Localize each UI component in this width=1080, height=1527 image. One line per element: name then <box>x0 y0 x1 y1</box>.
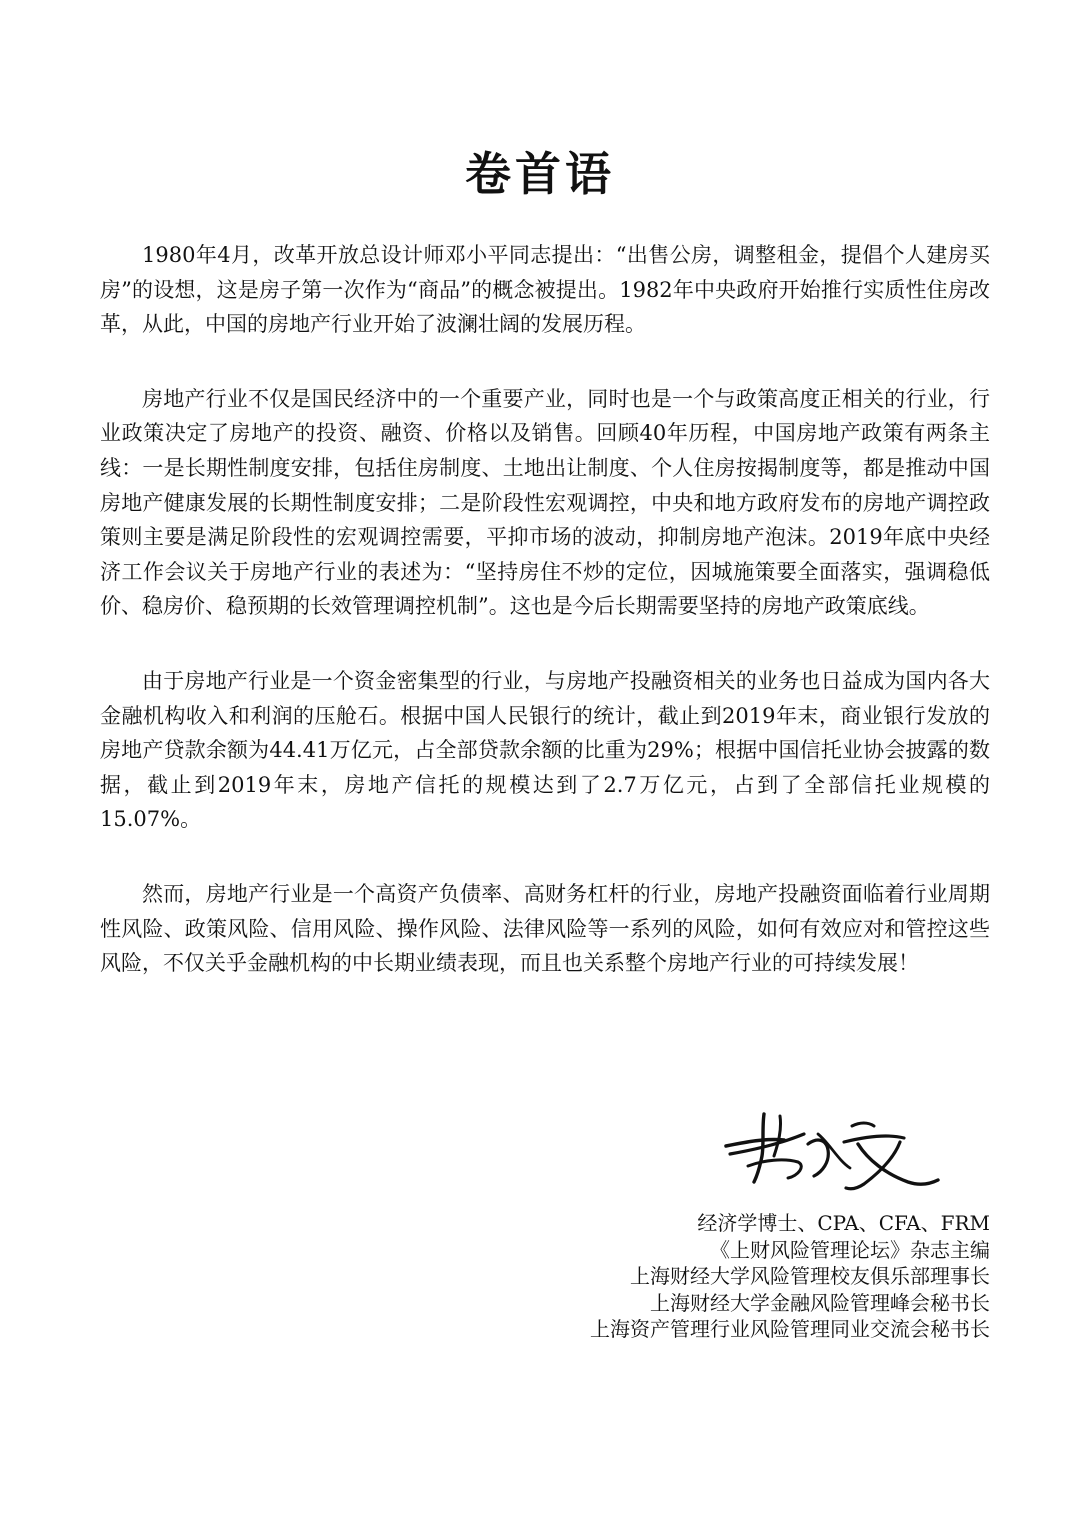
paragraph-2: 房地产行业不仅是国民经济中的一个重要产业，同时也是一个与政策高度正相关的行业，行业政策决定了房地产的投资、融资、价格以及销售。回顾40年历程，中国房地产政策有两条主线：一是长期性制度安排，包括住房制度、土地出让制度、个人住房按揭制度等，都是推动中国房地产健康发展的长期性制度安排；二是阶段性宏观调控，中央和地方政府发布的房地产调控政策则主要是满足阶段性的宏观调控需要，平抑市场的波动，抑制房地产泡沫。2019年底中央经济工作会议关于房地产行业的表述为：“坚持房住不炒的定位，因城施策要全面落实，强调稳低价、稳房价、稳预期的长效管理调控机制”。这也是今后长期需要坚持的房地产政策底线。 <box>100 386 990 619</box>
credit-line: 《上财风险管理论坛》杂志主编 <box>710 1237 990 1262</box>
signature-stroke <box>846 1142 900 1189</box>
paragraph-3: 由于房地产行业是一个资金密集型的行业，与房地产投融资相关的业务也日益成为国内各大金融机构收入和利润的压舱石。根据中国人民银行的统计，截止到2019年末，商业银行发放的房地产贷款余额为44.41万亿元，占全部贷款余额的比重为29%；根据中国信托业协会披露的数据，截止到2019年末，房地产信托的规模达到了2.7万亿元，占到了全部信托业规模的15.07%。 <box>100 668 990 832</box>
article-body <box>100 238 990 1021</box>
author-credits <box>490 1210 990 1343</box>
page-title: 卷首语 <box>465 147 615 201</box>
signature-stroke <box>852 1123 874 1126</box>
signature-stroke <box>774 1116 781 1156</box>
credit-line: 上海资产管理行业风险管理同业交流会秘书长 <box>590 1317 990 1341</box>
handwritten-signature <box>718 1104 943 1199</box>
credit-line: 经济学博士、CPA、CFA、FRM <box>697 1211 990 1235</box>
credit-line: 上海财经大学风险管理校友俱乐部理事长 <box>630 1264 990 1288</box>
signature-stroke <box>818 1134 850 1168</box>
signature-stroke <box>808 1140 828 1176</box>
paragraph-4: 然而，房地产行业是一个高资产负债率、高财务杠杆的行业，房地产投融资面临着行业周期性风险、政策风险、信用风险、操作风险、法律风险等一系列的风险，如何有效应对和管控这些风险，不仅关乎金融机构的中长期业绩表现，而且也关系整个房地产行业的可持续发展！ <box>100 881 990 976</box>
paragraph-1: 1980年4月，改革开放总设计师邓小平同志提出：“出售公房，调整租金，提倡个人建房买房”的设想，这是房子第一次作为“商品”的概念被提出。1982年中央政府开始推行实质性住房改革，从此，中国的房地产行业开始了波澜壮阔的发展历程。 <box>100 243 990 337</box>
credit-line: 上海财经大学金融风险管理峰会秘书长 <box>650 1290 990 1315</box>
signature-stroke <box>844 1136 904 1142</box>
